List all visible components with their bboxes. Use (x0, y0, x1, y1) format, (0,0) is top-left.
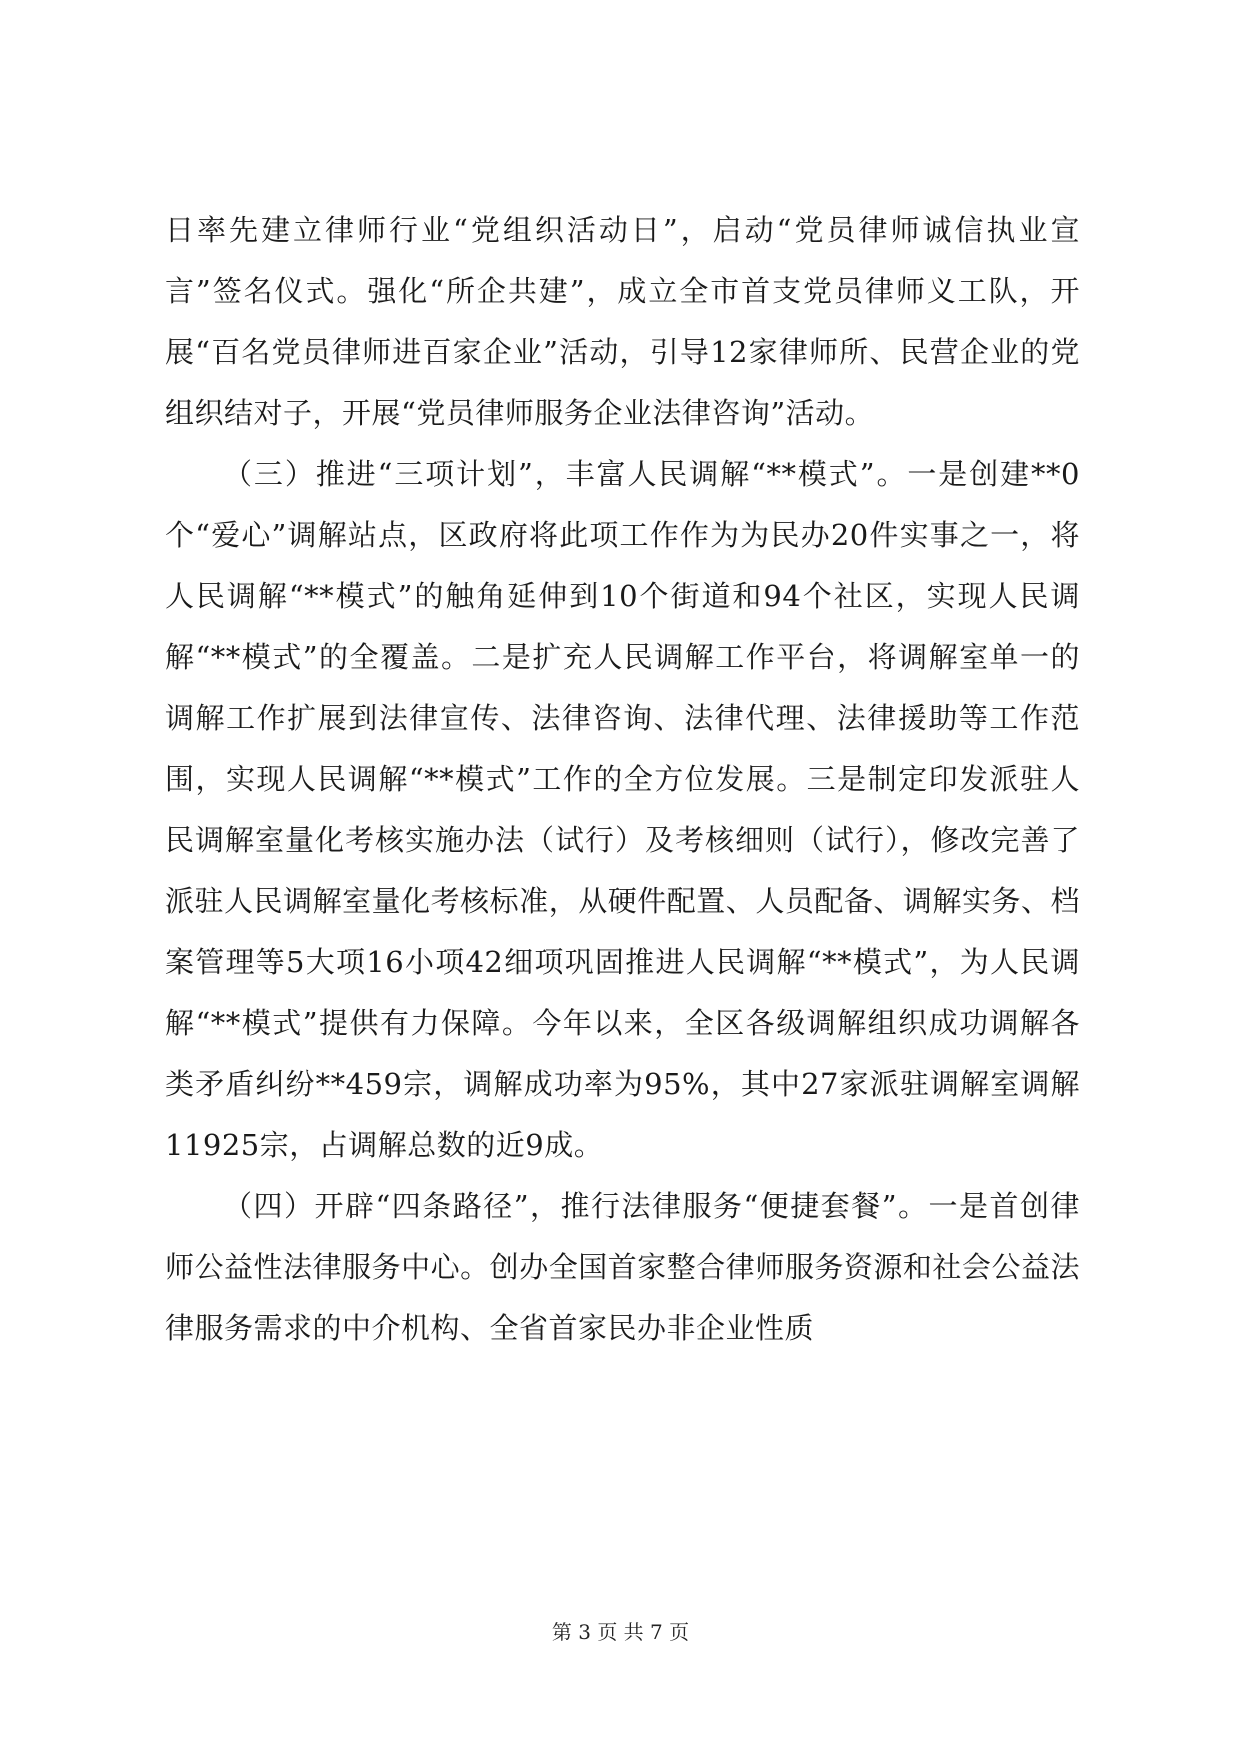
paragraph-section-three: （三）推进“三项计划”，丰富人民调解“**模式”。一是创建**0个“爱心”调解站点，区政府将此项工作作为为民办20件实事之一，将人民调解“**模式”的触角延伸到10个街道和94个社区，实现人民调解“**模式”的全覆盖。二是扩充人民调解工作平台，将调解室单一的调解工作扩展到法律宣传、法律咨询、法律代理、法律援助等工作范围，实现人民调解“**模式”工作的全方位发展。三是制定印发派驻人民调解室量化考核实施办法（试行）及考核细则（试行），修改完善了派驻人民调解室量化考核标准，从硬件配置、人员配备、调解实务、档案管理等5大项16小项42细项巩固推进人民调解“**模式”，为人民调解“**模式”提供有力保障。今年以来，全区各级调解组织成功调解各类矛盾纠纷**459宗，调解成功率为95%，其中27家派驻调解室调解11925宗，占调解总数的近9成。 (165, 457, 1080, 1162)
document-body (165, 200, 1080, 1359)
paragraph-continuation: 日率先建立律师行业“党组织活动日”，启动“党员律师诚信执业宣言”签名仪式。强化“所企共建”，成立全市首支党员律师义工队，开展“百名党员律师进百家企业”活动，引导12家律师所、民营企业的党组织结对子，开展“党员律师服务企业法律咨询”活动。 (165, 213, 1080, 430)
paragraph-section-four: （四）开辟“四条路径”，推行法律服务“便捷套餐”。一是首创律师公益性法律服务中心。创办全国首家整合律师服务资源和社会公益法律服务需求的中介机构、全省首家民办非企业性质 (165, 1189, 1080, 1345)
page-number-footer: 第 3 页 共 7 页 (551, 1620, 690, 1644)
